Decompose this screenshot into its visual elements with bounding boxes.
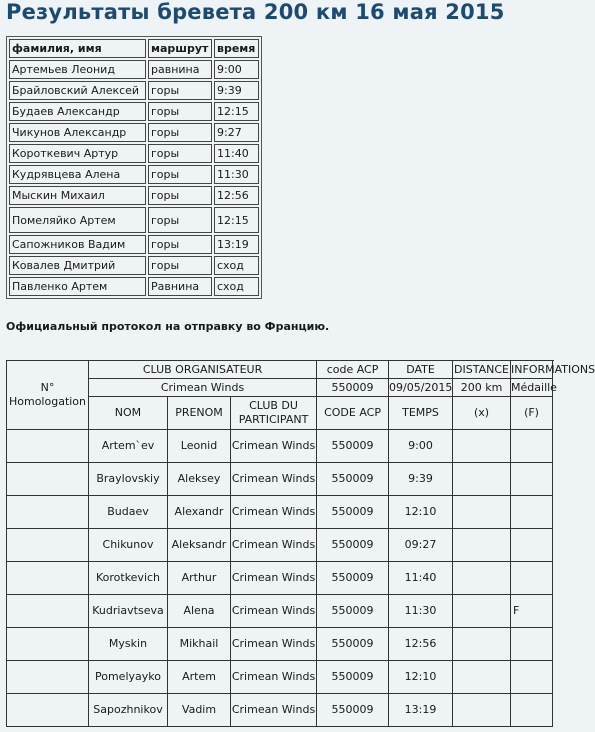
results-row	[9, 277, 259, 296]
rider-sex	[511, 661, 553, 694]
result-name: Сапожников Вадим	[9, 235, 146, 254]
rider-temps: 11:30	[389, 595, 453, 628]
rider-sex: F	[511, 595, 553, 628]
result-route: Равнина	[148, 277, 212, 296]
rider-prenom: Arthur	[168, 562, 231, 595]
result-time: 9:27	[214, 123, 259, 142]
code-acp-value: 550009	[317, 379, 389, 397]
club-organisateur-label: CLUB ORGANISATEUR	[89, 361, 317, 379]
rider-club: Crimean Winds	[231, 529, 317, 562]
result-time: 12:15	[214, 207, 259, 233]
results-row	[9, 60, 259, 79]
homologation-cell	[7, 562, 89, 595]
rider-medaille	[453, 562, 511, 595]
rider-prenom: Alexandr	[168, 496, 231, 529]
result-route: горы	[148, 102, 212, 121]
result-name: Мыскин Михаил	[9, 186, 146, 205]
medaille-label: Médaille	[511, 379, 553, 397]
result-route: равнина	[148, 60, 212, 79]
rider-temps: 12:10	[389, 661, 453, 694]
results-header-row	[9, 39, 259, 58]
rider-medaille	[453, 595, 511, 628]
protocol-note: Официальный протокол на отправку во Францию.	[6, 320, 330, 333]
rider-medaille	[453, 694, 511, 727]
protocol-row	[7, 496, 553, 529]
result-name: Короткевич Артур	[9, 144, 146, 163]
rider-code-acp: 550009	[317, 661, 389, 694]
rider-sex	[511, 628, 553, 661]
result-time: 11:30	[214, 165, 259, 184]
rider-code-acp: 550009	[317, 430, 389, 463]
homologation-cell	[7, 529, 89, 562]
results-row	[9, 207, 259, 233]
rider-club: Crimean Winds	[231, 430, 317, 463]
rider-nom: Kudriavtseva	[89, 595, 168, 628]
result-time: 12:56	[214, 186, 259, 205]
date-value: 09/05/2015	[389, 379, 453, 397]
result-name: Кудрявцева Алена	[9, 165, 146, 184]
rider-sex	[511, 529, 553, 562]
rider-nom: Myskin	[89, 628, 168, 661]
rider-nom: Braylovskiy	[89, 463, 168, 496]
results-row	[9, 81, 259, 100]
col-temps: TEMPS	[389, 397, 453, 430]
rider-medaille	[453, 529, 511, 562]
rider-sex	[511, 694, 553, 727]
rider-club: Crimean Winds	[231, 496, 317, 529]
results-row	[9, 102, 259, 121]
results-row	[9, 186, 259, 205]
result-name: Артемьев Леонид	[9, 60, 146, 79]
result-name: Чикунов Александр	[9, 123, 146, 142]
result-route: горы	[148, 207, 212, 233]
protocol-table	[6, 360, 595, 727]
protocol-row	[7, 562, 553, 595]
rider-club: Crimean Winds	[231, 628, 317, 661]
rider-prenom: Artem	[168, 661, 231, 694]
rider-prenom: Alena	[168, 595, 231, 628]
homologation-cell	[7, 694, 89, 727]
rider-temps: 12:56	[389, 628, 453, 661]
rider-code-acp: 550009	[317, 529, 389, 562]
rider-code-acp: 550009	[317, 562, 389, 595]
results-table	[6, 36, 262, 299]
result-name: Брайловский Алексей	[9, 81, 146, 100]
rider-medaille	[453, 430, 511, 463]
rider-prenom: Vadim	[168, 694, 231, 727]
protocol-header-row-1	[7, 361, 553, 379]
rider-temps: 9:39	[389, 463, 453, 496]
protocol-header-row-3	[7, 397, 553, 430]
rider-temps: 13:19	[389, 694, 453, 727]
protocol-row	[7, 628, 553, 661]
rider-code-acp: 550009	[317, 463, 389, 496]
col-prenom: PRENOM	[168, 397, 231, 430]
result-time: 9:00	[214, 60, 259, 79]
results-row	[9, 123, 259, 142]
result-route: горы	[148, 144, 212, 163]
header-time: время	[214, 39, 259, 58]
homologation-cell	[7, 463, 89, 496]
protocol-row	[7, 694, 553, 727]
results-row	[9, 165, 259, 184]
homologation-header: N° Homologation	[7, 361, 89, 430]
header-name: фамилия, имя	[9, 39, 146, 58]
homologation-cell	[7, 595, 89, 628]
homologation-cell	[7, 628, 89, 661]
rider-code-acp: 550009	[317, 496, 389, 529]
homologation-cell	[7, 430, 89, 463]
result-route: горы	[148, 235, 212, 254]
rider-medaille	[453, 628, 511, 661]
rider-temps: 12:10	[389, 496, 453, 529]
rider-code-acp: 550009	[317, 628, 389, 661]
distance-label: DISTANCE	[453, 361, 511, 379]
rider-club: Crimean Winds	[231, 595, 317, 628]
col-f: (F)	[511, 397, 553, 430]
rider-sex	[511, 562, 553, 595]
result-route: горы	[148, 256, 212, 275]
result-time: сход	[214, 277, 259, 296]
rider-prenom: Aleksey	[168, 463, 231, 496]
rider-sex	[511, 430, 553, 463]
result-name: Помеляйко Артем	[9, 207, 146, 233]
protocol-header-row-2	[7, 379, 553, 397]
page-title: Результаты бревета 200 км 16 мая 2015	[6, 0, 505, 24]
rider-temps: 9:00	[389, 430, 453, 463]
rider-club: Crimean Winds	[231, 562, 317, 595]
rider-nom: Artem`ev	[89, 430, 168, 463]
protocol-row	[7, 430, 553, 463]
rider-nom: Korotkevich	[89, 562, 168, 595]
result-name: Ковалев Дмитрий	[9, 256, 146, 275]
rider-medaille	[453, 463, 511, 496]
header-route: маршрут	[148, 39, 212, 58]
rider-club: Crimean Winds	[231, 463, 317, 496]
protocol-row	[7, 529, 553, 562]
rider-nom: Pomelyayko	[89, 661, 168, 694]
rider-nom: Chikunov	[89, 529, 168, 562]
rider-medaille	[453, 661, 511, 694]
result-route: горы	[148, 165, 212, 184]
result-name: Будаев Александр	[9, 102, 146, 121]
homologation-cell	[7, 496, 89, 529]
col-nom: NOM	[89, 397, 168, 430]
protocol-row	[7, 595, 553, 628]
result-name: Павленко Артем	[9, 277, 146, 296]
result-time: 12:15	[214, 102, 259, 121]
results-row	[9, 256, 259, 275]
informations-label: INFORMATIONS	[511, 361, 553, 379]
result-time: 11:40	[214, 144, 259, 163]
rider-prenom: Mikhail	[168, 628, 231, 661]
rider-temps: 09:27	[389, 529, 453, 562]
results-row	[9, 144, 259, 163]
code-acp-label: code ACP	[317, 361, 389, 379]
rider-code-acp: 550009	[317, 694, 389, 727]
distance-value: 200 km	[453, 379, 511, 397]
club-organisateur-value: Crimean Winds	[89, 379, 317, 397]
result-route: горы	[148, 123, 212, 142]
rider-sex	[511, 496, 553, 529]
rider-club: Crimean Winds	[231, 661, 317, 694]
col-x: (x)	[453, 397, 511, 430]
rider-prenom: Leonid	[168, 430, 231, 463]
rider-prenom: Aleksandr	[168, 529, 231, 562]
results-row	[9, 235, 259, 254]
result-time: сход	[214, 256, 259, 275]
rider-nom: Budaev	[89, 496, 168, 529]
homologation-cell	[7, 661, 89, 694]
rider-temps: 11:40	[389, 562, 453, 595]
result-route: горы	[148, 81, 212, 100]
rider-medaille	[453, 496, 511, 529]
rider-code-acp: 550009	[317, 595, 389, 628]
protocol-row	[7, 463, 553, 496]
rider-sex	[511, 463, 553, 496]
result-time: 9:39	[214, 81, 259, 100]
protocol-row	[7, 661, 553, 694]
rider-club: Crimean Winds	[231, 694, 317, 727]
result-time: 13:19	[214, 235, 259, 254]
col-club: CLUB DU PARTICIPANT	[231, 397, 317, 430]
col-code-acp: CODE ACP	[317, 397, 389, 430]
rider-nom: Sapozhnikov	[89, 694, 168, 727]
result-route: горы	[148, 186, 212, 205]
date-label: DATE	[389, 361, 453, 379]
